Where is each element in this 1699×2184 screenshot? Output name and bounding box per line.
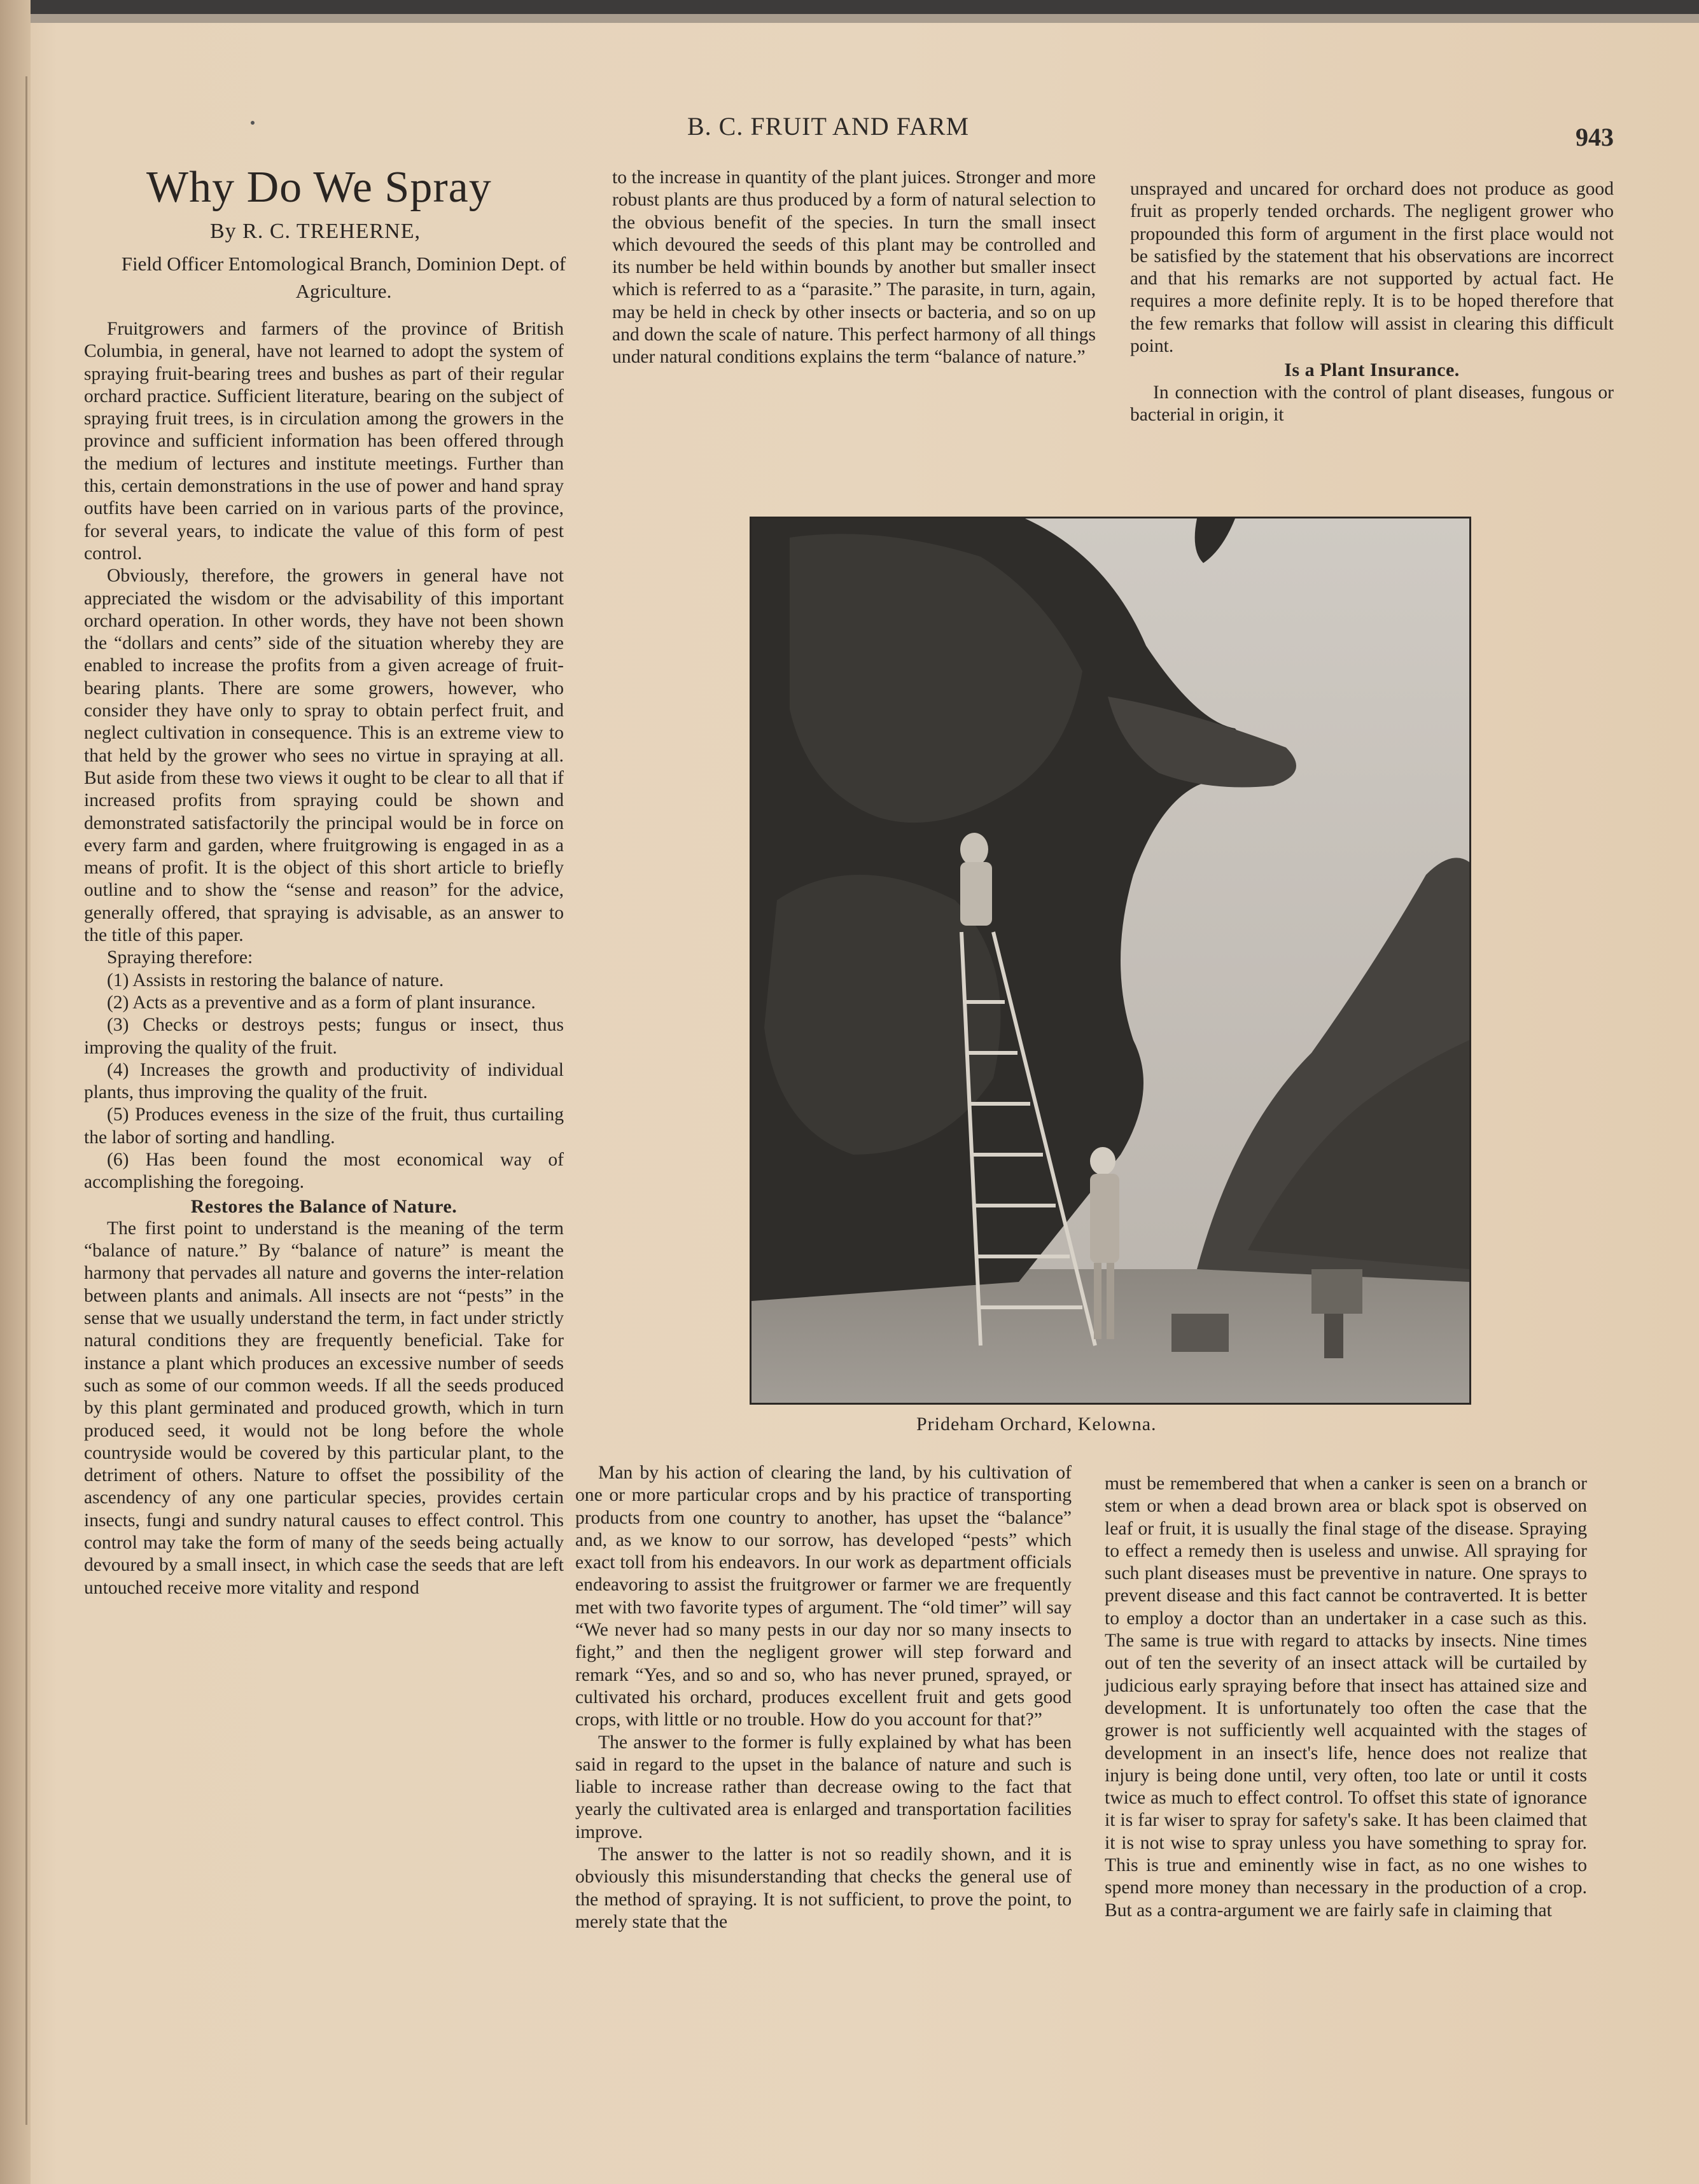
list-item: (4) Increases the growth and productivity of individual plants, thus improving the quality of the fruit. (84, 1059, 564, 1103)
article-byline: By R. C. TREHERNE, (210, 219, 421, 243)
section-heading: Restores the Balance of Nature. (190, 1195, 458, 1217)
left-column (84, 318, 564, 1599)
paragraph: Spraying therefore: (107, 947, 253, 968)
author-affiliation: Field Officer Entomological Branch, Dominion Dept. of Agriculture. (121, 253, 566, 302)
paragraph: The answer to the former is fully explained by what has been said in regard to the upset in the balance of nature and such is liable to increase rather than decrease owing to the fact that yearly the cultivated area is enlarged and transportation facilities improve. (575, 1732, 1072, 1842)
middle-column-bottom (575, 1462, 1072, 1933)
paragraph: must be remembered that when a canker is seen on a branch or stem or when a dead brown area or black spot is observed on leaf or fruit, it is usually the final stage of the disease. Spraying to effect a remedy then is useless and unwise. All spraying for such plant diseases must be preventive in nature. One sprays to prevent disease and this fact cannot be contraverted. It is better to employ a doctor than an undertaker in a case such as this. The same is true with regard to attacks by insects. Nine times out of ten the severity of an insect attack will be curtailed by judicious early spraying before that insect has attained size and development. It is unfortunately too often the case that the grower is not sufficiently well acquainted with the stages of development in an insect's life, hence does not realize that injury is being done until, very often, too late or until it costs twice as much to effect control. To offset this state of ignorance it is far wiser to spray for safety's sake. It has been claimed that it is not wise to spray unless you have something to spray for. This is true and eminently wise in fact, as no one wishes to spend more money than necessary in the production of a crop. But as a contra-argument we are fairly safe in claiming that (1105, 1473, 1587, 1921)
orchard-photograph (750, 517, 1471, 1405)
binding-crease (25, 76, 27, 2125)
photo-caption: Prideham Orchard, Kelowna. (916, 1414, 1157, 1435)
right-column-top (1130, 178, 1614, 426)
list-item: (6) Has been found the most economical way of accomplishing the foregoing. (84, 1149, 564, 1193)
list-item: (3) Checks or destroys pests; fungus or insect, thus improving the quality of the fruit. (84, 1015, 564, 1058)
paragraph: Man by his action of clearing the land, by his cultivation of one or more particular crops and by his practice of transporting products from one country to another, has upset the “balance” and, as we know to our sorrow, has developed “pests” which exact toll from his endeavors. In our work as department officials endeavoring to assist the fruitgrower or farmer we are frequently met with two favorite types of argument. The “old timer” will say “We never had so many pests in our day nor so many insects to fight,” and then the negligent grower will step forward and remark “Yes, and so and so, who has never pruned, sprayed, or cultivated his orchard, produces excellent fruit and gets good crops, with little or no trouble. How do you account for that?” (575, 1463, 1072, 1730)
paragraph: Fruitgrowers and farmers of the province of British Columbia, in general, have not learned to adopt the system of spraying fruit-bearing trees and bushes as part of their regular orchard practice. Sufficient literature, bearing on the subject of spraying fruit trees, is in circulation among the growers in the province and sufficient information has been offered through the medium of lectures and institute meetings. Further than this, certain demonstrations in the use of power and hand spray outfits have been carried on in various parts of the province, for several years, to indicate the value of this form of pest control. (84, 319, 564, 564)
paragraph: to the increase in quantity of the plant juices. Stronger and more robust plants are thus produced by a form of natural selection to the obvious benefit of the species. In turn the small insect which devoured the seeds of this plant may be controlled and its number be held within bounds by another but smaller insect which is referred to as a “parasite.” The parasite, in turn, again, may be held in check by other insects or bacteria, and so on up and down the scale of nature. This perfect harmony of all things under natural conditions explains the term “balance of nature.” (612, 167, 1096, 368)
paragraph: The first point to understand is the meaning of the term “balance of nature.” By “balance of nature” is meant the harmony that pervades all nature and governs the inter-relation between plants and animals. All insects are not “pests” in the sense that we usually understand the term, in fact under strictly natural conditions they are frequently beneficial. Take for instance a plant which produces an excessive number of seeds such as some of our common weeds. If all the seeds produced by this plant germinated and produced growth, which in turn produced seed, it would not be long before the whole countryside would be covered by this particular plant, to the detriment of others. Nature to offset the possibility of the ascendency of any one particular species, provides certain insects, fungi and sundry natural causes to effect control. This control may take the form of many of the seeds being actually devoured by a small insect, in which case the seeds that are left untouched receive more vitality and respond (84, 1218, 564, 1598)
middle-column-top (612, 167, 1096, 369)
header-dot (251, 121, 255, 125)
article-title: Why Do We Spray (146, 163, 492, 212)
list-item: (1) Assists in restoring the balance of nature. (107, 970, 444, 991)
paragraph: Obviously, therefore, the growers in general have not appreciated the wisdom or the advisability of this important orchard operation. In other words, they have not been shown the “dollars and cents” side of the situation whereby they are enabled to increase the profits from a given acreage of fruit-bearing plants. There are some growers, however, who consider they have only to spray to obtain perfect fruit, and neglect cultivation in consequence. This is an extreme view to that held by the grower who sees no virtue in spraying at all. But aside from these two views it ought to be clear to all that if increased profits from spraying could be shown and demonstrated satisfactorily the principal would be in force on every farm and garden, where fruitgrowing is engaged in as a means of profit. It is the object of this short article to briefly outline and to show the “sense and reason” for the advice, generally offered, that spraying is advisable, as an answer to the title of this paper. (84, 566, 564, 946)
page-number: 943 (1576, 123, 1614, 151)
list-item: (5) Produces eveness in the size of the fruit, thus curtailing the labor of sorting and handling. (84, 1104, 564, 1148)
paragraph: In connection with the control of plant diseases, fungous or bacterial in origin, it (1130, 382, 1614, 425)
list-item: (2) Acts as a preventive and as a form of plant insurance. (107, 992, 536, 1013)
paragraph: The answer to the latter is not so readily shown, and it is obviously this misunderstanding that checks the general use of the method of spraying. It is not sufficient, to prove the point, to merely state that the (575, 1844, 1072, 1932)
page-top-shadow (0, 14, 1699, 23)
publication-title: B. C. FRUIT AND FARM (687, 112, 970, 141)
right-column-bottom (1105, 1473, 1587, 1922)
section-heading: Is a Plant Insurance. (1284, 359, 1460, 381)
page-top-edge (0, 0, 1699, 14)
paragraph: unsprayed and uncared for orchard does not produce as good fruit as properly tended orchards. The negligent grower who propounded this form of argument in the first place would not be satisfied by the statement that his observations are incorrect and that his remarks are not supported by actual fact. He requires a more definite reply. It is to be hoped therefore that the few remarks that follow will assist in clearing this difficult point. (1130, 179, 1614, 357)
